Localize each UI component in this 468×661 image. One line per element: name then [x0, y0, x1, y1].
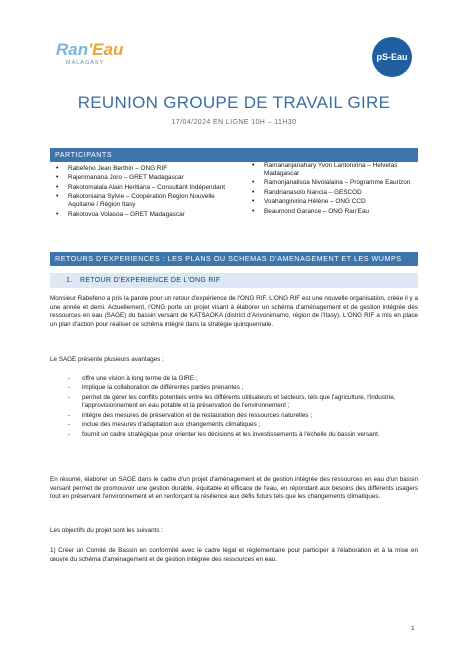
participant-item: • Voahanginirina Hélène – ONG CCD	[246, 198, 418, 206]
logo-subtext: MALAGASY	[66, 60, 105, 66]
paragraph-objective-1: 1) Créer un Comité de Bassin en conformité avec le cadre légal et réglementaire pour participer à l'élaboration et à la mise en œuvre du schéma d'aménagement et de gestion intégrée des ressources en eau.	[50, 547, 418, 563]
paragraph-intro: Monsieur Rabefeno a pris la parole pour un retour d'expérience de l'ONG RIF. L'ONG RIF est une nouvelle organisation, créée il y a une année et demi. Actuellement, l'ONG porte un projet visant à élaborer un schéma d'aménagement et de gestion intégrée des ressources en eau (SAGE) du bassin versant de KATSAOKA (district d'Arivonimamo, région de l'Itasy). L'ONG RIF a mis en place un plan d'action pour réaliser ce schéma intégré dans la stratégie quinquennale.	[50, 295, 418, 328]
participants-list	[50, 162, 418, 250]
paragraph-objectives-intro: Les objectifs du projet sont les suivants :	[50, 527, 164, 534]
subsection-heading	[50, 273, 418, 288]
subsection-title: RETOUR D'EXPERIENCE DE L'ONG RIF	[80, 277, 221, 284]
pseau-logo: pS-Eau	[372, 37, 412, 77]
participant-item: • Rakotomalala Alain Heritiana – Consultant Indépendant	[50, 184, 240, 192]
participants-left-column	[50, 165, 240, 220]
subsection-number: 1.	[66, 277, 73, 284]
list-item: - fournit un cadre stratégique pour orienter les décisions et les investissements à l'échelle du bassin versant.	[50, 431, 418, 440]
participant-item: • Rajerimanana Joro – GRET Madagascar	[50, 174, 240, 182]
section-heading: RETOURS D'EXPERIENCES : LES PLANS OU SCHEMAS D'AMENAGEMENT ET LES WUMPS	[50, 252, 418, 266]
participants-heading: PARTICIPANTS	[50, 148, 418, 162]
participants-right-column	[246, 162, 418, 217]
page-number: 1	[411, 625, 415, 632]
list-item: - inclue des mesures d'adaptation aux changements climatiques ;	[50, 421, 418, 430]
participant-item: • Ramananjanahary Yvon Lantonirina – Helvetas Madagascar	[246, 162, 418, 178]
participant-item: • Rakotovoa Volasoa – GRET Madagascar	[50, 211, 240, 219]
participant-item: • Rakotoniaina Sylvie – Coopération Région Nouvelle Aquitaine / Région Itasy	[50, 193, 240, 209]
participant-item: • Beaumond Garance – ONG Ran'Eau	[246, 208, 418, 216]
list-item: - intègre des mesures de préservation et de restauration des ressources naturelles ;	[50, 412, 418, 421]
page-subtitle: 17/04/2024 EN LIGNE 10H – 11H30	[171, 119, 297, 126]
list-item: - permet de gérer les conflits potentiels entre les différents utilisateurs et secteurs, tels que l'agriculture, l'industrie, l'approvisionnement en eau potable et la préservation de l'environnement ;	[50, 394, 418, 411]
logo-part2: 'Eau	[88, 40, 124, 59]
paragraph-summary: En résumé, élaborer un SAGE dans le cadre d'un projet d'aménagement et de gestion intégrée des ressources en eau d'un bassin versant permet de promouvoir une gestion durable, équitable et efficace de l'eau, en répondant aux besoins des différents usagers tout en préservant l'environnement et en renforçant la résilience aux défis futurs tels que les changements climatiques.	[50, 476, 418, 501]
page-title: REUNION GROUPE DE TRAVAIL GIRE	[77, 93, 391, 112]
list-item: - implique la collaboration de différentes parties prenantes ;	[50, 384, 418, 393]
participant-item: • Rabefeno Jean Berthin – ONG RIF	[50, 165, 240, 173]
participant-item: • Ramonjanalisoa Nivolalaina – Programme Eaurizon	[246, 179, 418, 187]
logo-part1: Ran	[56, 40, 89, 59]
advantages-list	[50, 375, 418, 440]
paragraph-advantages-intro: Le SAGE présente plusieurs avantages :	[50, 356, 164, 363]
list-item: - offre une vision à long terme de la GIRE ;	[50, 375, 418, 384]
participant-item: • Randrianasolo Nancia – GESCOD	[246, 189, 418, 197]
raneau-logo	[56, 40, 126, 76]
